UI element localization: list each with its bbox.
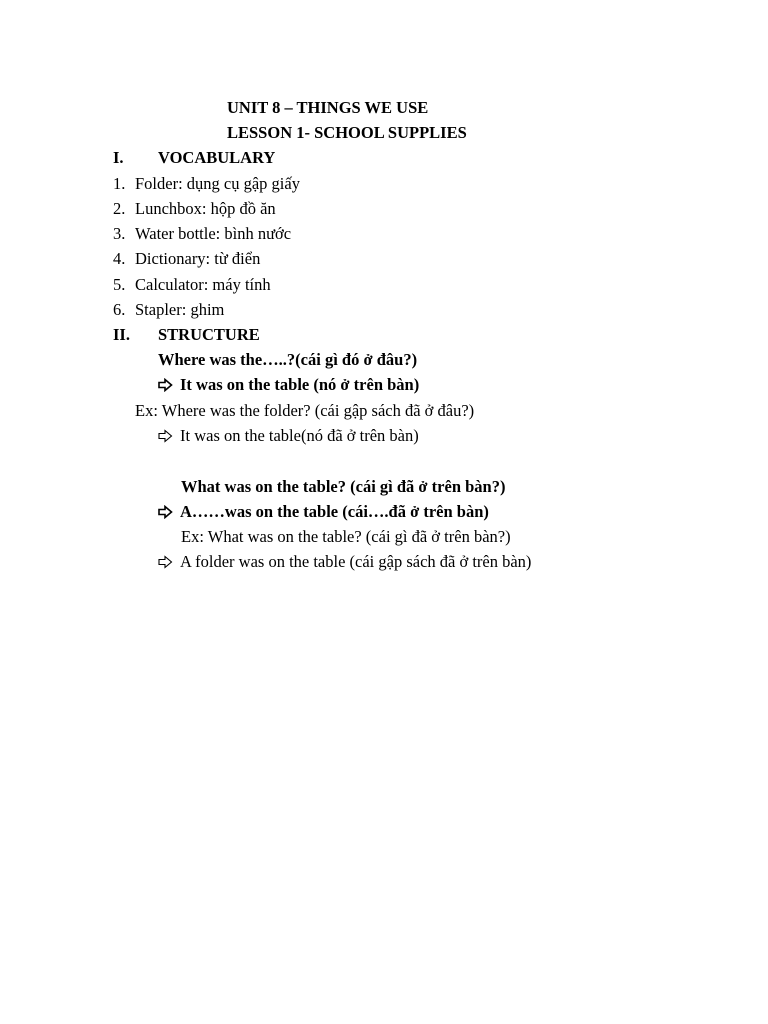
section-heading-structure: STRUCTURE	[158, 325, 260, 344]
right-arrow-outline-icon	[158, 375, 180, 395]
list-item-number: 5.	[113, 275, 126, 294]
structure-question-1: Where was the…..?(cái gì đó ở đâu?)	[158, 350, 418, 369]
example-1-answer-row	[158, 426, 419, 446]
right-arrow-outline-icon	[158, 502, 180, 522]
structure-answer-2: A……was on the table (cái….đã ở trên bàn)	[180, 502, 489, 521]
structure-answer-1-row	[158, 375, 419, 395]
lesson-title: LESSON 1- SCHOOL SUPPLIES	[227, 123, 467, 142]
list-item: Dictionary: từ điển	[135, 249, 261, 268]
list-item-number: 6.	[113, 300, 126, 319]
list-item-number: 3.	[113, 224, 126, 243]
section-heading-vocabulary: VOCABULARY	[158, 148, 276, 167]
section-numeral-vocabulary: I.	[113, 148, 124, 167]
section-numeral-structure: II.	[113, 325, 130, 344]
right-arrow-outline-icon	[158, 426, 180, 446]
example-1-answer: It was on the table(nó đã ở trên bàn)	[180, 426, 419, 445]
list-item: Calculator: máy tính	[135, 275, 271, 294]
list-item: Lunchbox: hộp đồ ăn	[135, 199, 276, 218]
list-item: Stapler: ghim	[135, 300, 225, 319]
list-item-number: 2.	[113, 199, 126, 218]
list-item-number: 4.	[113, 249, 126, 268]
list-item-number: 1.	[113, 174, 126, 193]
example-2-answer: A folder was on the table (cái gập sách đã ở trên bàn)	[180, 552, 532, 571]
unit-title: UNIT 8 – THINGS WE USE	[227, 98, 429, 117]
list-item: Folder: dụng cụ gập giấy	[135, 174, 300, 193]
structure-question-2: What was on the table? (cái gì đã ở trên bàn?)	[181, 477, 506, 496]
example-2-question: Ex: What was on the table? (cái gì đã ở trên bàn?)	[181, 527, 511, 546]
example-1-question: Ex: Where was the folder? (cái gập sách đã ở đâu?)	[135, 401, 475, 420]
structure-answer-1: It was on the table (nó ở trên bàn)	[180, 375, 420, 394]
structure-answer-2-row	[158, 502, 489, 522]
list-item: Water bottle: bình nước	[135, 224, 292, 243]
right-arrow-outline-icon	[158, 552, 180, 572]
example-2-answer-row	[158, 552, 531, 572]
